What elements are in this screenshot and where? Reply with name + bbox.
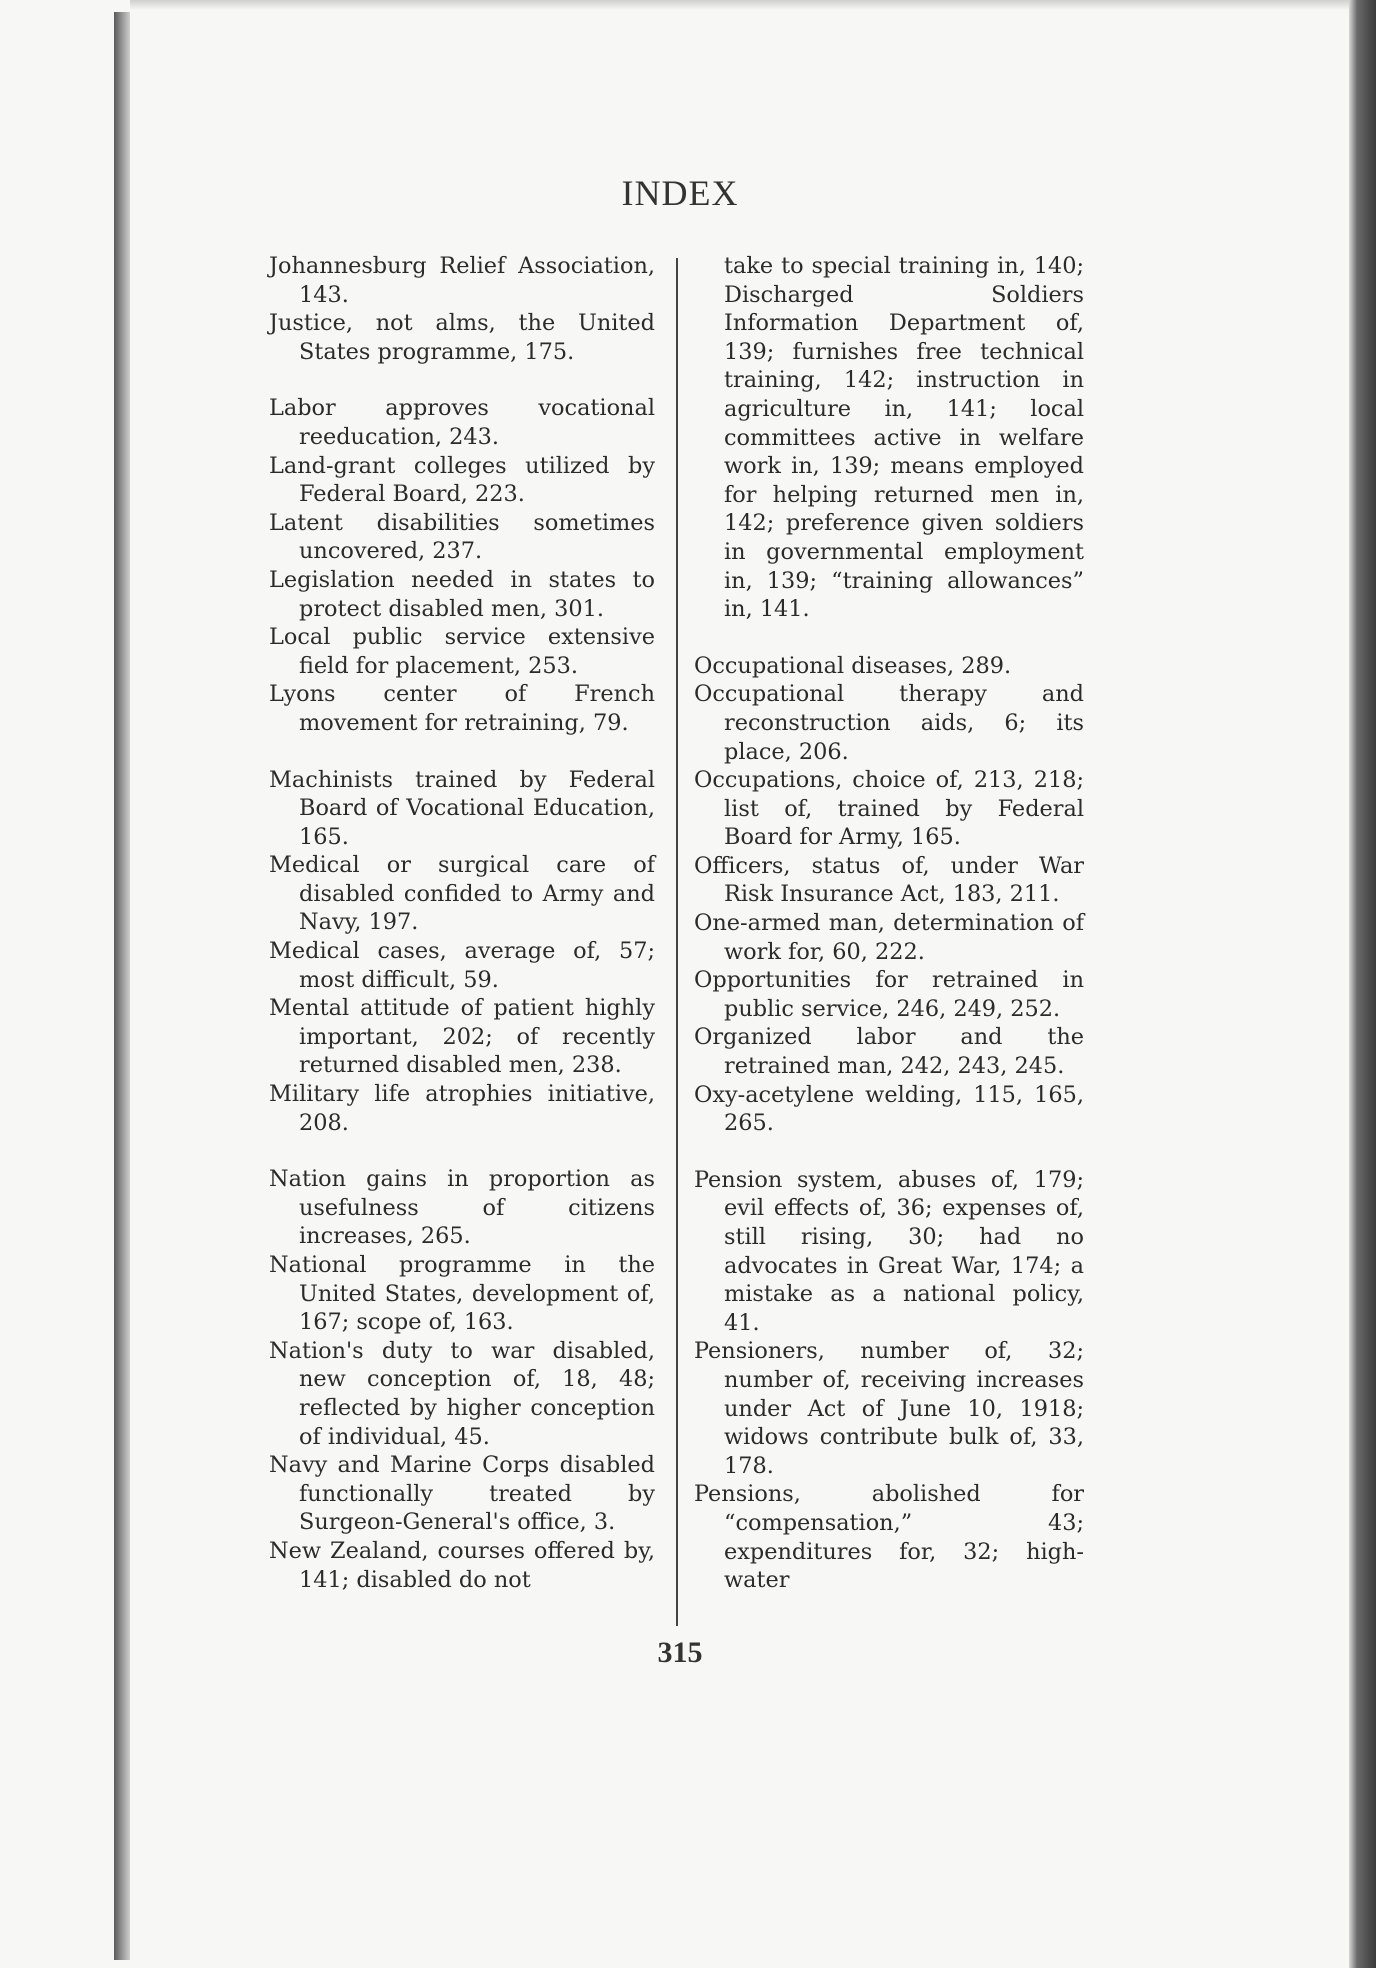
- page-title: INDEX: [621, 173, 739, 213]
- index-entry: New Zealand, courses offered by, 141; disabled do not: [269, 1537, 655, 1593]
- index-entry: Officers, status of, under War Risk Insurance Act, 183, 211.: [694, 852, 1084, 908]
- index-entry: One-armed man, determination of work for, 60, 222.: [694, 910, 1084, 965]
- index-entry: National programme in the United States, development of, 167; scope of, 163.: [269, 1252, 655, 1336]
- section-gap: [694, 1138, 1084, 1166]
- index-entry: Opportunities for retrained in public service, 246, 249, 252.: [694, 967, 1084, 1022]
- index-entry: Occupational therapy and reconstruction aids, 6; its place, 206.: [694, 681, 1084, 765]
- index-entry: Occupations, choice of, 213, 218; list of, trained by Federal Board for Army, 165.: [694, 767, 1084, 851]
- section-gap: [269, 366, 655, 394]
- index-entry: Legislation needed in states to protect disabled men, 301.: [269, 566, 655, 622]
- index-entry: Machinists trained by Federal Board of Vocational Education, 165.: [269, 766, 655, 850]
- index-entry: Pensions, abolished for “compensation,” 43; expenditures for, 32; high-water: [694, 1481, 1084, 1594]
- index-entry: Occupational diseases, 289.: [694, 652, 1012, 679]
- index-entry: Latent disabilities sometimes uncovered, 237.: [269, 509, 655, 565]
- index-entry: Navy and Marine Corps disabled functionally treated by Surgeon-General's office, 3.: [269, 1452, 655, 1536]
- index-entry: Military life atrophies initiative, 208.: [269, 1081, 655, 1136]
- index-entry: Pension system, abuses of, 179; evil effects of, 36; expenses of, still rising, 30; had no advocates in Great War, 174; a mistake as a national policy, 41.: [694, 1166, 1084, 1336]
- section-gap: [269, 1137, 655, 1165]
- index-entry: Oxy-acetylene welding, 115, 165, 265.: [694, 1081, 1084, 1137]
- page-number: 315: [657, 1636, 703, 1669]
- index-entry: Local public service extensive field for placement, 253.: [269, 624, 655, 679]
- index-entry: Johannesburg Relief Association, 143.: [269, 253, 655, 308]
- section-gap: [694, 624, 1084, 652]
- index-entry: Nation gains in proportion as usefulness of citizens increases, 265.: [269, 1166, 655, 1250]
- column-divider: [676, 258, 678, 1626]
- index-entry: Medical cases, average of, 57; most difficult, 59.: [269, 938, 655, 993]
- index-entry: Land-grant colleges utilized by Federal Board, 223.: [269, 452, 655, 508]
- index-entry: Pensioners, number of, 32; number of, receiving increases under Act of June 10, 1918; widows contribute bulk of, 33, 178.: [694, 1338, 1084, 1479]
- section-gap: [269, 738, 655, 766]
- index-entry: Lyons center of French movement for retraining, 79.: [269, 681, 655, 736]
- index-entry: Labor approves vocational reeducation, 243.: [269, 395, 655, 450]
- index-entry: Medical or surgical care of disabled confided to Army and Navy, 197.: [269, 852, 655, 936]
- index-entry: Justice, not alms, the United States programme, 175.: [269, 310, 655, 365]
- index-entry: Nation's duty to war disabled, new conception of, 18, 48; reflected by higher conception of individual, 45.: [269, 1337, 655, 1450]
- index-entry: Organized labor and the retrained man, 242, 243, 245.: [694, 1024, 1084, 1080]
- index-column-right: [694, 252, 1084, 1595]
- index-column-left: [269, 252, 655, 1594]
- index-entry: Mental attitude of patient highly important, 202; of recently returned disabled men, 238.: [269, 995, 655, 1079]
- index-entry: take to special training in, 140; Discharged Soldiers Information Department of, 139; furnishes free technical training, 142; instruction in agriculture in, 141; local committees active in welfare work in, 139; means employed for helping returned men in, 142; preference given soldiers in governmental employment in, 139; “training allowances” in, 141.: [724, 253, 1084, 623]
